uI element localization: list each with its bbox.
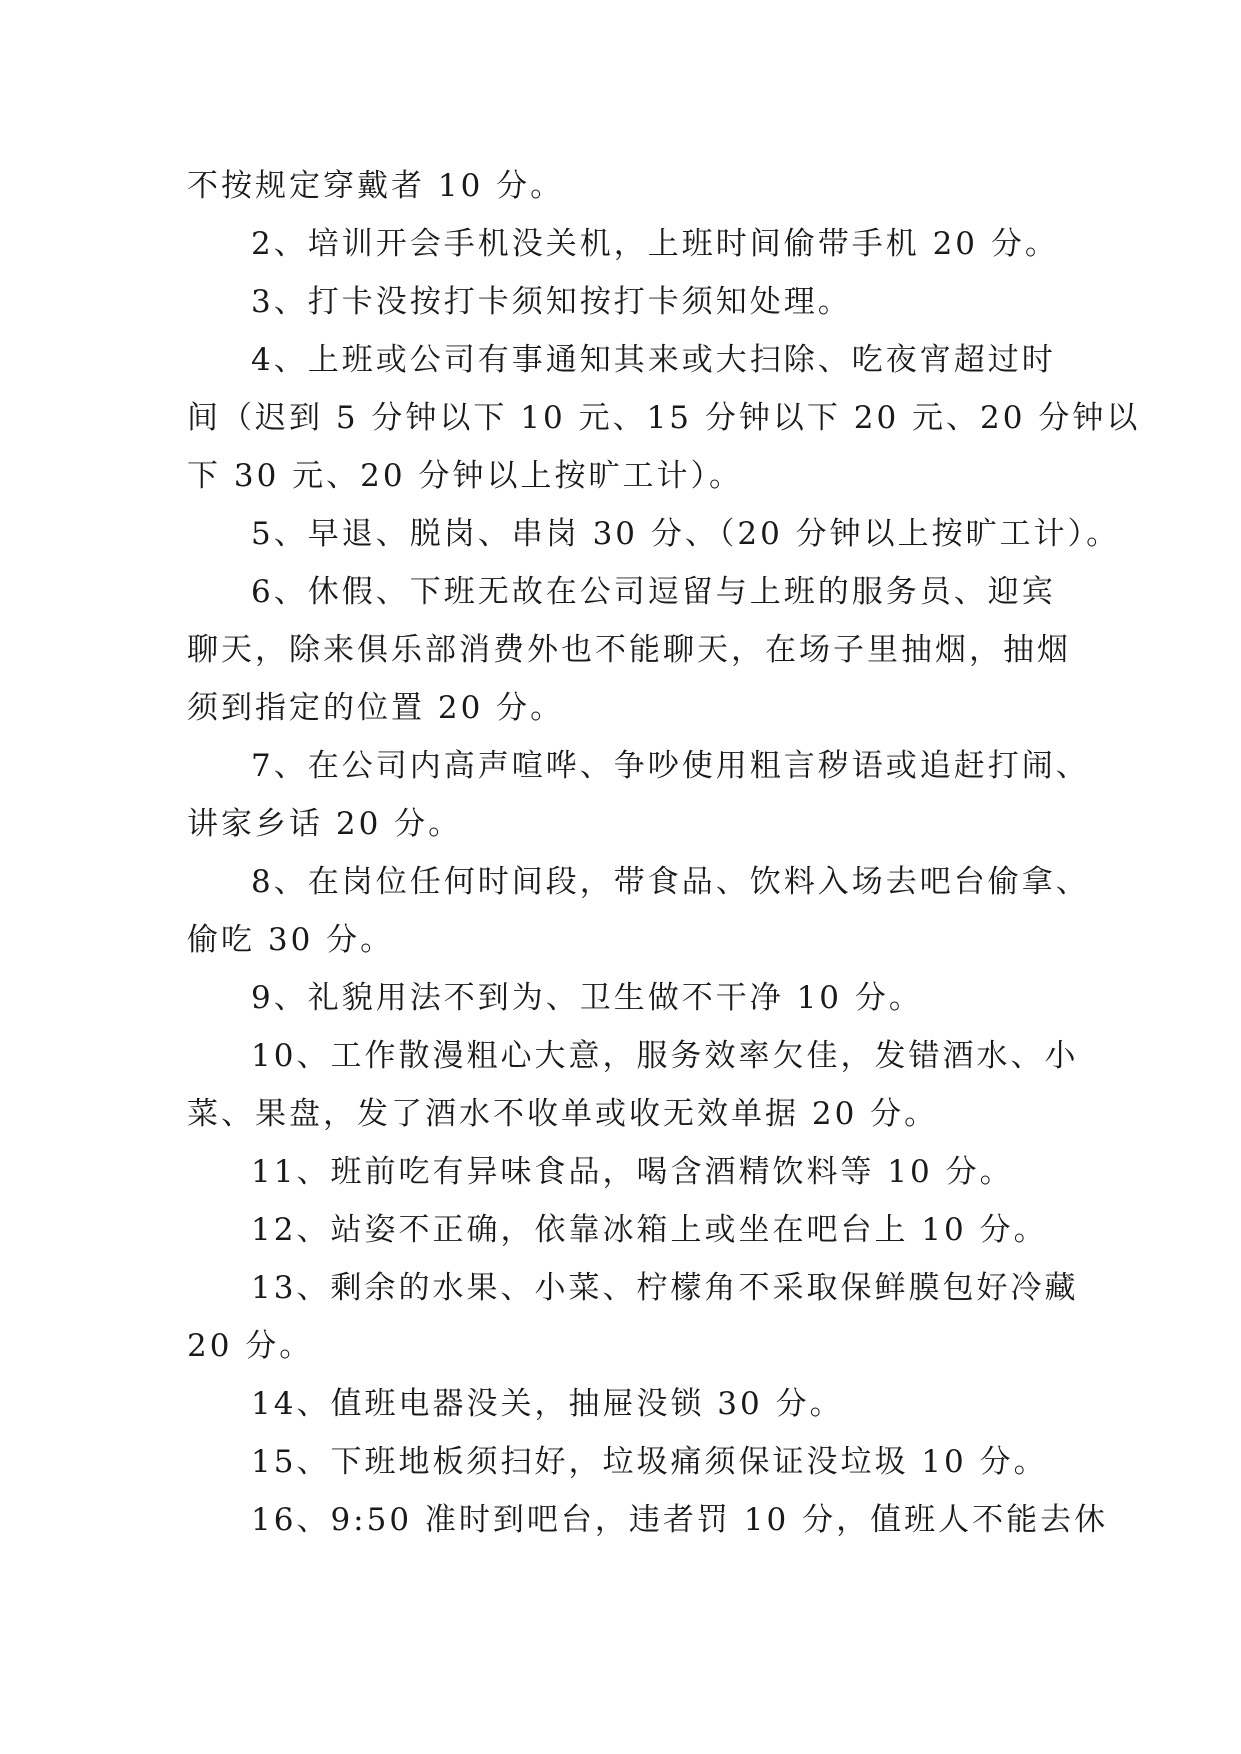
text-line: 讲家乡话 20 分。: [187, 806, 463, 842]
rule-item-7: 7、在公司内高声喧哗、争吵使用粗言秽语或追赶打闹、: [251, 748, 1090, 784]
rule-item-16: 16、9:50 准时到吧台，违者罚 10 分，值班人不能去休: [251, 1502, 1109, 1538]
rule-item-6: 6、休假、下班无故在公司逗留与上班的服务员、迎宾: [251, 574, 1056, 610]
text-line: 偷吃 30 分。: [187, 922, 395, 958]
text-line: 不按规定穿戴者 10 分。: [187, 168, 565, 204]
rule-item-4: 4、上班或公司有事通知其来或大扫除、吃夜宵超过时: [251, 342, 1056, 378]
rule-item-14: 14、值班电器没关，抽屉没锁 30 分。: [251, 1386, 844, 1422]
rule-item-9: 9、礼貌用法不到为、卫生做不干净 10 分。: [251, 980, 923, 1016]
text-line: 下 30 元、20 分钟以上按旷工计）。: [187, 458, 743, 494]
rule-item-11: 11、班前吃有异味食品，喝含酒精饮料等 10 分。: [251, 1154, 1014, 1190]
rule-item-8: 8、在岗位任何时间段，带食品、饮料入场去吧台偷拿、: [251, 864, 1090, 900]
text-line: 间（迟到 5 分钟以下 10 元、15 分钟以下 20 元、20 分钟以: [187, 400, 1141, 436]
text-line: 聊天，除来俱乐部消费外也不能聊天，在场子里抽烟，抽烟: [187, 632, 1071, 668]
text-line: 须到指定的位置 20 分。: [187, 690, 565, 726]
text-line: 20 分。: [187, 1328, 314, 1364]
rule-item-3: 3、打卡没按打卡须知按打卡须知处理。: [251, 284, 852, 320]
rule-item-2: 2、培训开会手机没关机，上班时间偷带手机 20 分。: [251, 226, 1059, 262]
rule-item-13: 13、剩余的水果、小菜、柠檬角不采取保鲜膜包好冷藏: [251, 1270, 1079, 1306]
rule-item-5: 5、早退、脱岗、串岗 30 分、（20 分钟以上按旷工计）。: [251, 516, 1121, 552]
rule-item-10: 10、工作散漫粗心大意，服务效率欠佳，发错酒水、小: [251, 1038, 1079, 1074]
rule-item-12: 12、站姿不正确，依靠冰箱上或坐在吧台上 10 分。: [251, 1212, 1048, 1248]
rule-item-15: 15、下班地板须扫好，垃圾痛须保证没垃圾 10 分。: [251, 1444, 1048, 1480]
text-line: 菜、果盘，发了酒水不收单或收无效单据 20 分。: [187, 1096, 939, 1132]
